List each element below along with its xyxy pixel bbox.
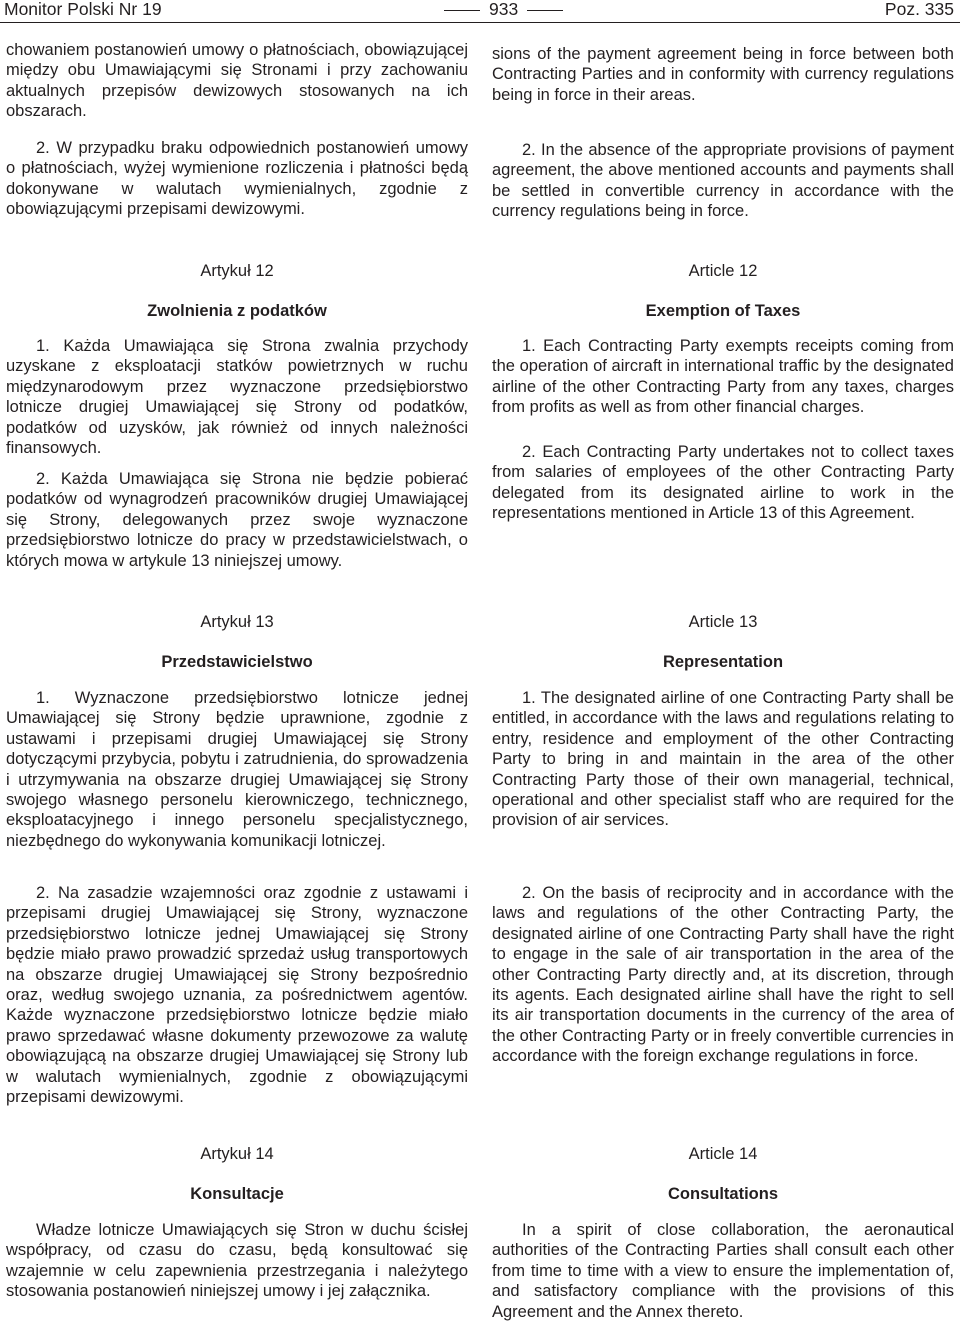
page-number: 933: [435, 0, 572, 20]
en-paragraph: In a spirit of close collaboration, the aeronautical authorities of the Contracting Parties shall consult each other from time to time with a view to ensure the implementation of, and satisfactory compliance with the provisions of this Agreement and the Annex thereto.: [492, 1221, 954, 1321]
en-paragraph: 1. Each Contracting Party exempts receipts coming from the operation of aircraft in international traffic by the designated airline of the other Contracting Party from any taxes, charges from profits as well as from other financial charges.: [492, 337, 954, 417]
en-article-12-p1-block: [492, 336, 954, 418]
pl-article-12-p1-block: [6, 336, 468, 458]
en-paragraph: sions of the payment agreement being in force between both Contracting Parties and in conformity with currency regulations being in force in their areas.: [492, 45, 954, 104]
en-article-12-p2-block: [492, 442, 954, 524]
pl-article-13-p1-block: [6, 688, 468, 851]
en-article-13-p1-block: [492, 688, 954, 831]
en-article-14-heading-block: [492, 1144, 954, 1164]
pl-paragraph: 2. Każda Umawiająca się Strona nie będzie pobierać podatków od wynagrodzeń pracowników drugiej Umawiającej się Strony, delegowanych przez swoje wyznaczone przedsiębiorstwo lotnicze do pracy w przedstawicielstwach, o których mowa w artykule 13 niniejszej umowy.: [6, 470, 468, 570]
en-paragraph: 2. Each Contracting Party undertakes not to collect taxes from salaries of employees of the other Contracting Party delegated from its designated airline to work in the representations mentioned in Article 13 of this Agreement.: [492, 443, 954, 523]
en-article-12-title: Exemption of Taxes: [645, 302, 801, 320]
en-article-12-heading: Article 12: [688, 262, 758, 280]
pl-article-12-title: Zwolnienia z podatków: [147, 302, 327, 320]
pl-paragraph: Władze lotnicze Umawiających się Stron w duchu ścisłej współpracy, od czasu do czasu, będą konsultować się wzajemnie w celu zapewnienia przestrzegania i należytego stosowania postanowień niniejszej umowy i jej załącznika.: [6, 1221, 468, 1301]
pl-article-13-heading-block: [6, 612, 468, 632]
pl-paragraph: chowaniem postanowień umowy o płatnościach, obowiązującej między obu Umawiającymi się Stronami i przy zachowaniu aktualnych przepisów dewizowych stosowanych na ich obszarach.: [6, 41, 468, 121]
en-paragraph: 2. In the absence of the appropriate provisions of payment agreement, the above mentioned accounts and payments shall be settled in convertible currency in accordance with the currency regulations being in force.: [492, 141, 954, 221]
en-article-13-title-block: [492, 652, 954, 672]
page-header: [0, 0, 960, 24]
en-article-12-title-block: [492, 301, 954, 321]
en-article-12-heading-block: [492, 261, 954, 281]
pl-paragraph-block: [6, 138, 468, 220]
en-article-13-heading-block: [492, 612, 954, 632]
journal-title: Monitor Polski Nr 19: [4, 0, 162, 19]
pl-article-14-heading-block: [6, 1144, 468, 1164]
en-article-14-p1-block: [492, 1220, 954, 1322]
pl-article-14-heading: Artykuł 14: [200, 1145, 274, 1163]
en-paragraph: 1. The designated airline of one Contracting Party shall be entitled, in accordance with the laws and regulations relating to entry, residence and employment of the other Contracting Party to bring in and maintain in the area of the other Contracting Party those of their own managerial, technical, operational and other specialist staff who are required for the provision of air services.: [492, 689, 954, 830]
pl-paragraph: 1. Wyznaczone przedsiębiorstwo lotnicze jednej Umawiającej się Strony będzie uprawnione, zgodnie z ustawami i przepisami drugiej Umawiającej się Strony dotyczącymi przybycia, pobytu i zatrudnienia, do sprowadzenia i utrzymywania na obszarze drugiej Umawiającej się Strony swojego własnego personelu kierowniczego, technicznego, eksploatacyjnego i innego personelu specjalistycznego, niezbędnego do wykonywania komunikacji lotniczej.: [6, 689, 468, 850]
en-article-14-heading: Article 14: [688, 1145, 758, 1163]
en-article-13-p2-block: [492, 883, 954, 1067]
header-rule: [0, 22, 960, 23]
pl-article-12-heading-block: [6, 261, 468, 281]
en-article-13-heading: Article 13: [688, 613, 758, 631]
en-article-14-title-block: [492, 1184, 954, 1204]
pl-article-13-title: Przedstawicielstwo: [161, 653, 313, 671]
en-continuation: [492, 44, 954, 105]
en-paragraph-block: [492, 140, 954, 222]
pl-article-14-p1-block: [6, 1220, 468, 1302]
pl-paragraph: 2. W przypadku braku odpowiednich postanowień umowy o płatnościach, wyżej wymienione rozliczenia i płatności będą dokonywane w walutach wymienialnych, zgodnie z obowiązującymi przepisami dewizowymi.: [6, 139, 468, 219]
pl-paragraph: 1. Każda Umawiająca się Strona zwalnia przychody uzyskane z eksploatacji statków powietrznych w ruchu międzynarodowym przez wyznaczone przedsiębiorstwo lotnicze drugiej Umawiającej się Strony od podatków, podatków od uzysków, jak również od innych należności finansowych.: [6, 337, 468, 458]
en-article-14-title: Consultations: [668, 1185, 778, 1203]
pl-article-13-p2-block: [6, 883, 468, 1107]
pl-article-13-heading: Artykuł 13: [200, 613, 274, 631]
pl-article-14-title-block: [6, 1184, 468, 1204]
pl-article-12-p2-block: [6, 469, 468, 571]
position-number: Poz. 335: [884, 0, 954, 19]
en-article-13-title: Representation: [662, 653, 784, 671]
en-paragraph: 2. On the basis of reciprocity and in accordance with the laws and regulations of the other Contracting Party, the designated airline of one Contracting Party shall have the right to engage in the sale of air transportation in the area of the other Contracting Party directly and, at its discretion, through its agents. Each designated airline shall have the right to sell its air transportation documents in the currency of the area of the other Contracting Party or in freely convertible currencies in accordance with the foreign exchange regulations in force.: [492, 884, 954, 1066]
pl-article-12-title-block: [6, 301, 468, 321]
pl-paragraph: 2. Na zasadzie wzajemności oraz zgodnie z ustawami i przepisami drugiej Umawiającej się Strony, wyznaczone przedsiębiorstwo lotnicze jednej Umawiającej się Strony będzie miało prawo prowadzić sprzedaż usług transportowych na obszarze drugiej Umawiającej się Strony bezpośrednio oraz, według swojego uznania, za pośrednictwem agentów. Każde wyznaczone przedsiębiorstwo lotnicze będzie miało prawo sprzedawać własne dokumenty przewozowe za walutę obowiązującą na obszarze drugiej Umawiającej się Strony lub w walutach wymienialnych, zgodnie z obowiązującymi przepisami dewizowymi.: [6, 884, 468, 1107]
pl-continuation: [6, 40, 468, 122]
pl-article-12-heading: Artykuł 12: [200, 262, 274, 280]
pl-article-14-title: Konsultacje: [190, 1185, 284, 1203]
pl-article-13-title-block: [6, 652, 468, 672]
